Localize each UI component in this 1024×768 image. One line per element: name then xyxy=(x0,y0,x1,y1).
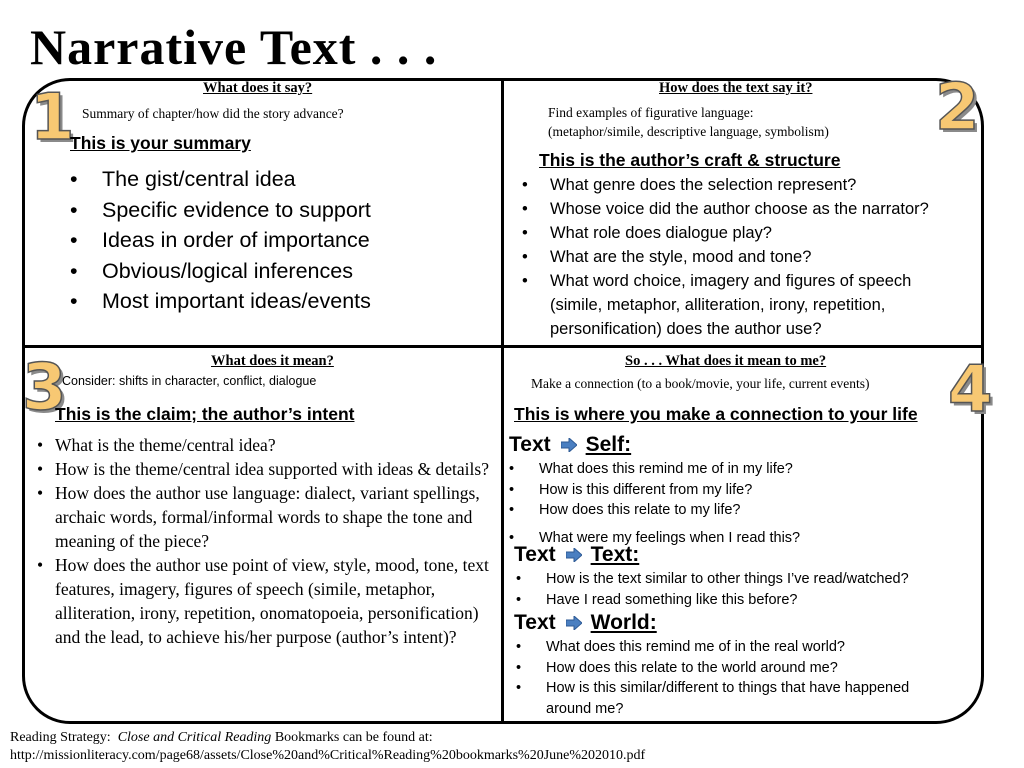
text-self-left: Text xyxy=(509,433,551,456)
list-item: • How does the author use point of view, style, mood, tone, text features, imagery, figures of speech (simile, metaphor, alliteration, irony, repetition, onomatopoeia, personification) and the lead, to achieve his/her purpose (author’s intent)? xyxy=(35,553,497,649)
quadrant-3-claim: This is the claim; the author’s intent xyxy=(55,404,355,424)
quadrant-number-4: 4 xyxy=(948,353,993,427)
list-item: • The gist/central idea xyxy=(70,164,371,195)
list-item: • Specific evidence to support xyxy=(70,195,371,226)
list-item: • How is the theme/central idea supported with ideas & details? xyxy=(35,457,497,481)
quadrant-2-subtitle-line1: Find examples of figurative language: xyxy=(548,105,754,120)
footer-url[interactable]: http://missionliteracy.com/page68/assets/Close%20and%Critical%Reading%20bookmarks%20June%202010.pdf xyxy=(10,748,646,763)
text-world-right: World: xyxy=(590,611,657,634)
list-item: • How is this different from my life? xyxy=(507,480,947,501)
list-item: • Have I read something like this before? xyxy=(514,590,954,611)
list-item: • Ideas in order of importance xyxy=(70,225,371,256)
quadrant-number-3: 3 xyxy=(22,351,67,425)
list-item: • What word choice, imagery and figures of speech (simile, metaphor, alliteration, irony, repetition, personification) does the author use? xyxy=(518,269,935,341)
quadrant-2-list xyxy=(518,173,978,341)
quadrant-3-list xyxy=(35,433,497,649)
list-item: • What were my feelings when I read this? xyxy=(507,528,947,549)
text-text-left: Text xyxy=(514,543,556,566)
quadrant-4-subtitle: Make a connection (to a book/movie, your life, current events) xyxy=(531,376,870,391)
vertical-divider xyxy=(501,80,504,724)
quadrant-3-heading: What does it mean? xyxy=(211,353,334,369)
text-world-left: Text xyxy=(514,611,556,634)
list-item: • Whose voice did the author choose as the narrator? xyxy=(518,197,978,221)
horizontal-divider xyxy=(22,345,984,348)
list-item: • What genre does the selection represent? xyxy=(518,173,978,197)
quadrant-2-subtitle-line2: (metaphor/simile, descriptive language, symbolism) xyxy=(548,124,829,139)
list-item: • What does this remind me of in the real world? xyxy=(514,637,952,658)
right-arrow-icon xyxy=(566,616,582,630)
page-title: Narrative Text . . . xyxy=(30,19,438,75)
text-self-right: Self: xyxy=(585,433,632,456)
footer-prefix: Reading Strategy: xyxy=(10,730,111,745)
text-world-list xyxy=(514,637,952,719)
text-text-heading xyxy=(514,543,639,567)
text-self-list xyxy=(507,459,947,548)
list-item: • Most important ideas/events xyxy=(70,286,371,317)
right-arrow-icon xyxy=(566,548,582,562)
quadrant-4-heading: So . . . What does it mean to me? xyxy=(625,353,827,369)
footer-suffix: Bookmarks can be found at: xyxy=(274,730,433,745)
quadrant-number-2: 2 xyxy=(935,71,980,145)
text-text-list xyxy=(514,569,954,610)
list-item: • How does this relate to the world around me? xyxy=(514,658,952,679)
quadrant-3-subtitle: Consider: shifts in character, conflict, dialogue xyxy=(62,374,317,388)
quadrant-2-claim: This is the author’s craft & structure xyxy=(539,150,841,170)
quadrant-4-claim: This is where you make a connection to your life xyxy=(514,404,918,424)
footer-line-1 xyxy=(10,729,645,747)
footer-italic: Close and Critical Reading xyxy=(117,730,272,745)
list-item: • How is this similar/different to things that have happened around me? xyxy=(514,678,952,719)
quadrant-1-heading: What does it say? xyxy=(203,80,313,96)
text-world-heading xyxy=(514,611,657,635)
text-self-heading xyxy=(509,433,631,457)
list-item: • What role does dialogue play? xyxy=(518,221,978,245)
footer xyxy=(10,729,645,765)
quadrant-1-claim: This is your summary xyxy=(70,133,251,153)
list-item: • Obvious/logical inferences xyxy=(70,256,371,287)
quadrant-2-heading: How does the text say it? xyxy=(659,80,813,96)
text-text-right: Text: xyxy=(590,543,640,566)
quadrant-1-subtitle: Summary of chapter/how did the story advance? xyxy=(82,106,344,121)
list-item: • What is the theme/central idea? xyxy=(35,433,497,457)
list-item: • How does the author use language: dialect, variant spellings, archaic words, formal/informal words to shape the tone and meaning of the piece? xyxy=(35,481,497,553)
list-item: • How is the text similar to other things I’ve read/watched? xyxy=(514,569,954,590)
list-item: • How does this relate to my life? xyxy=(507,500,947,521)
list-item: • What does this remind me of in my life? xyxy=(507,459,947,480)
quadrant-number-1: 1 xyxy=(30,81,75,155)
list-item: • What are the style, mood and tone? xyxy=(518,245,978,269)
quadrant-1-list xyxy=(70,164,371,317)
right-arrow-icon xyxy=(561,438,577,452)
